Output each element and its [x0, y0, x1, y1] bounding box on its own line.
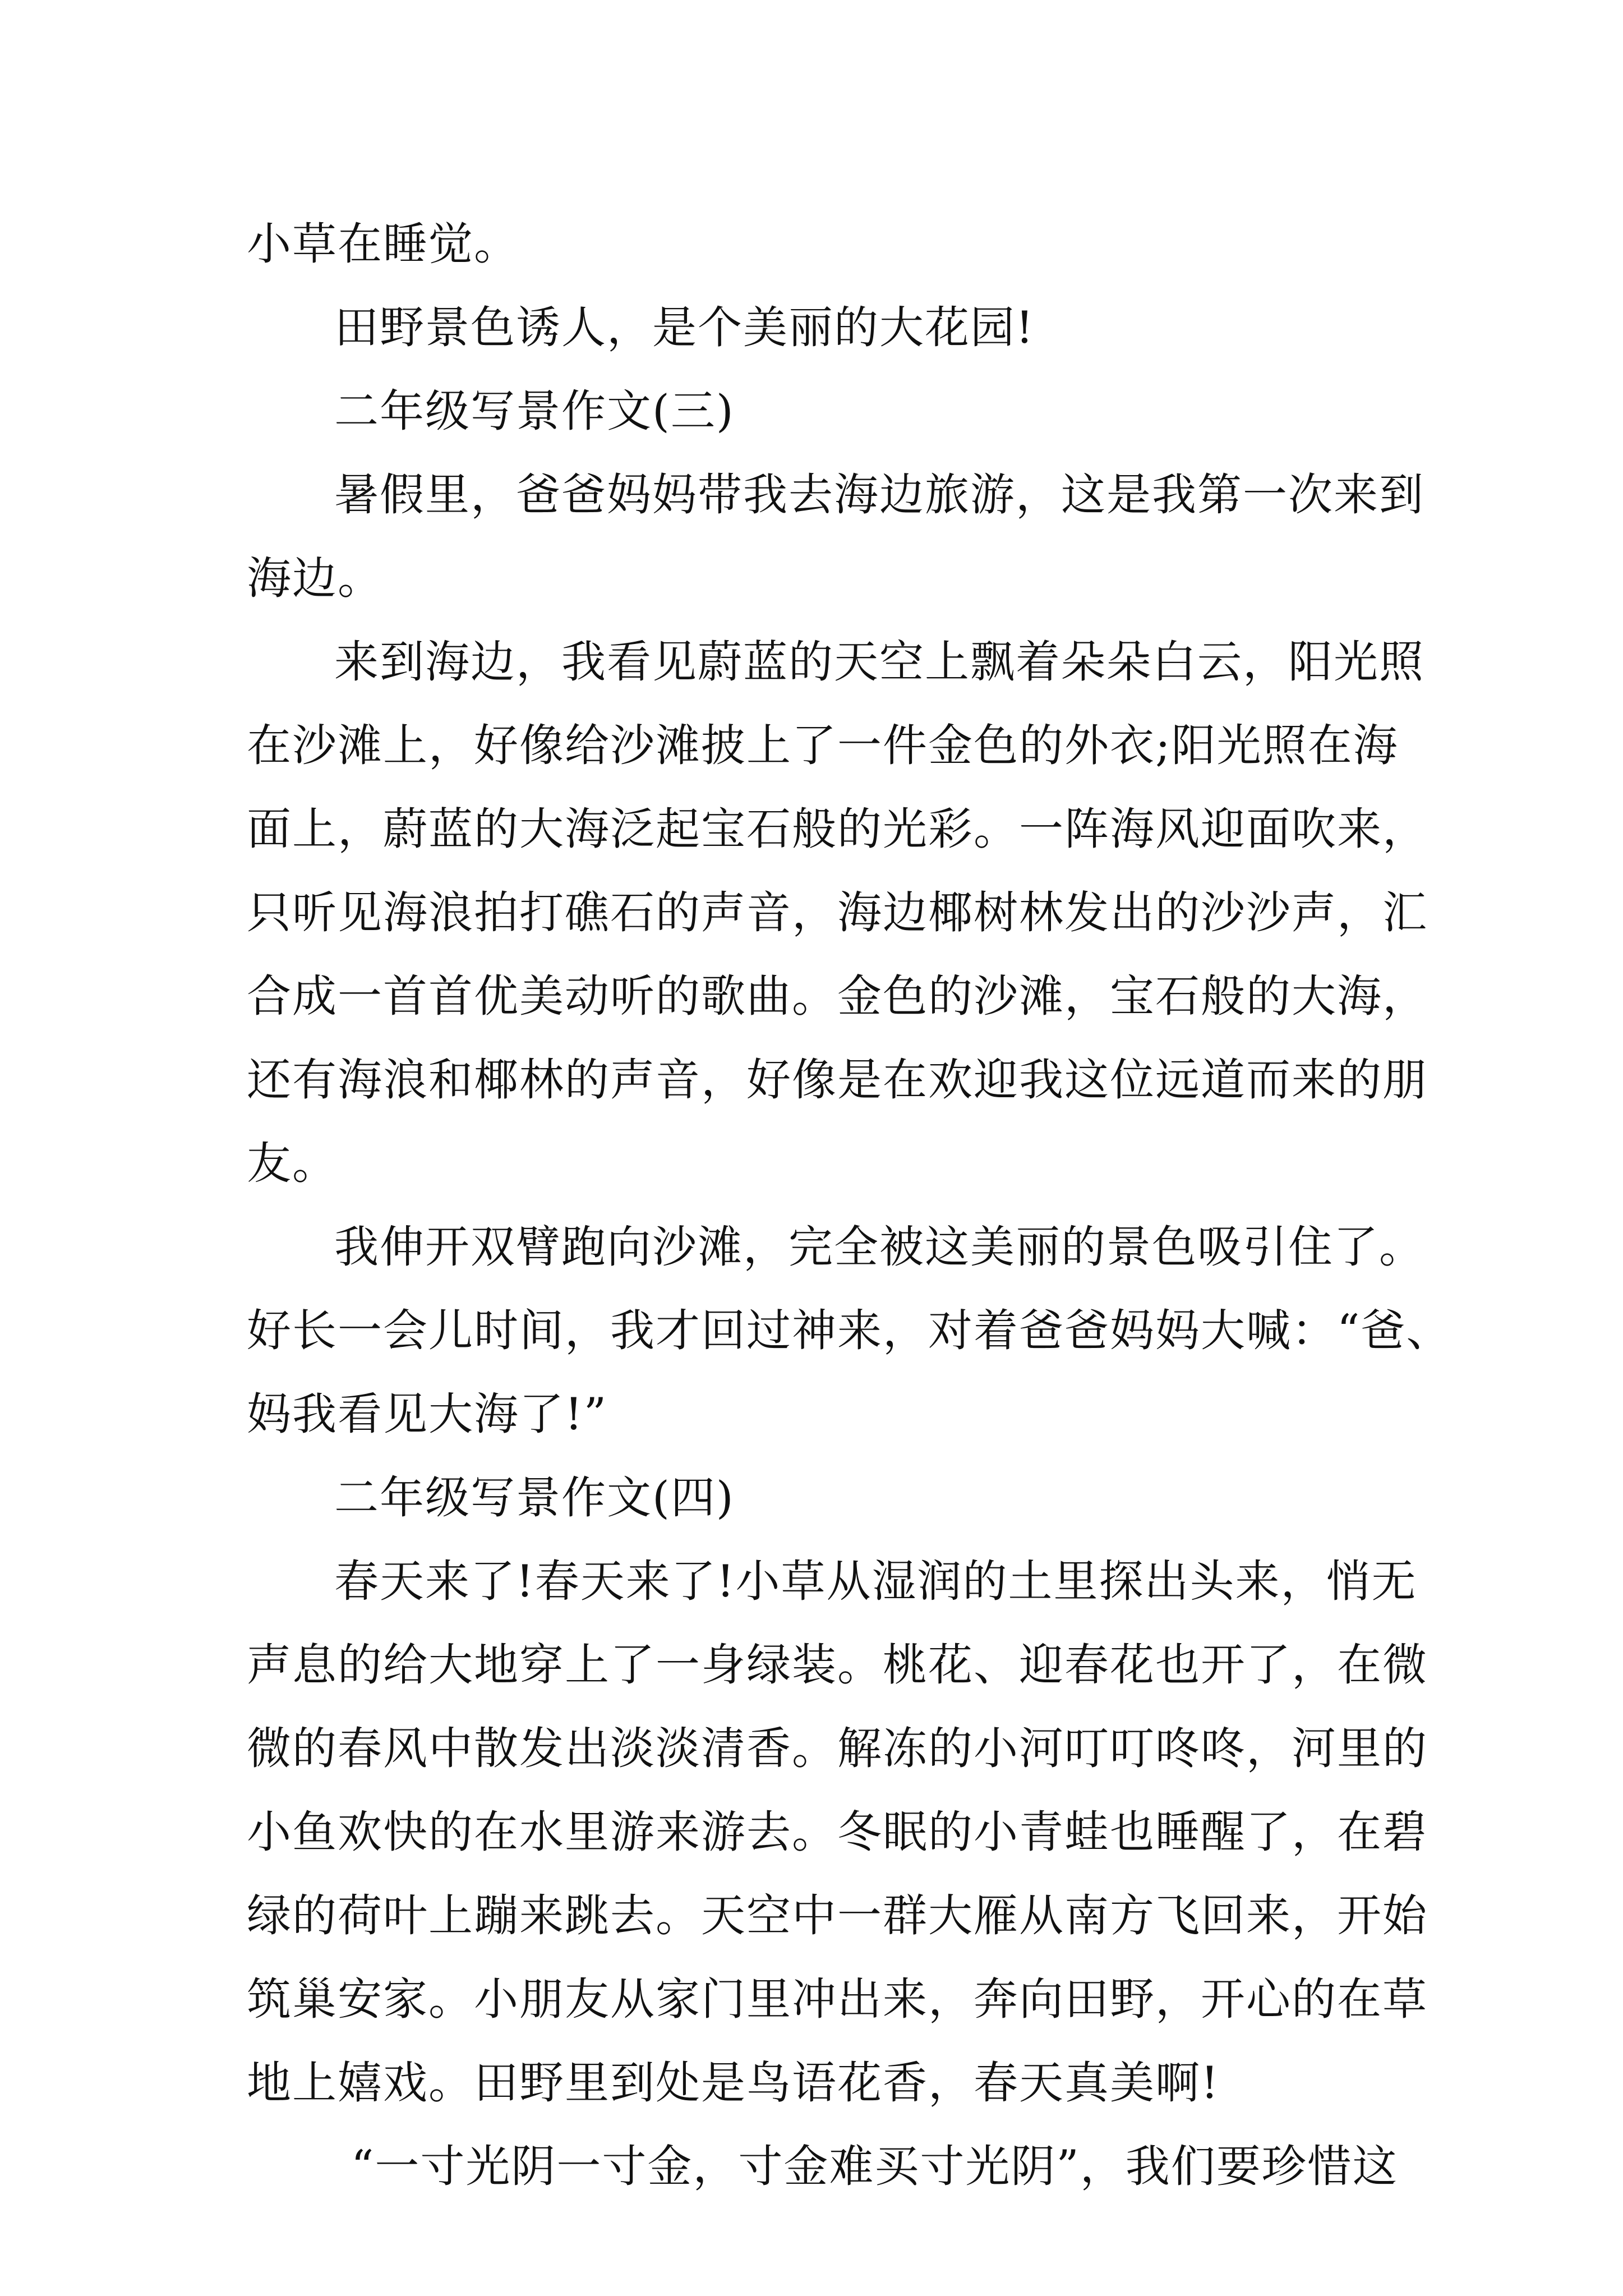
text-line: 好长一会儿时间，我才回过神来，对着爸爸妈妈大喊：“爸、 — [247, 1305, 1452, 1356]
text-line: 地上嬉戏。田野里到处是鸟语花香，春天真美啊! — [247, 2057, 1220, 2109]
text-line: 筑巢安家。小朋友从家门里冲出来，奔向田野，开心的在草 — [247, 1973, 1428, 2025]
text-line: 小草在睡觉。 — [247, 218, 519, 270]
text-line: 暑假里，爸爸妈妈带我去海边旅游，这是我第一次来到 — [334, 469, 1424, 521]
text-line: 来到海边，我看见蔚蓝的天空上飘着朵朵白云，阳光照 — [334, 636, 1424, 688]
text-line: 面上，蔚蓝的大海泛起宝石般的光彩。一阵海风迎面吹来， — [247, 803, 1428, 855]
section-heading: 二年级写景作文(三) — [334, 385, 735, 437]
text-line: 海边。 — [247, 553, 383, 604]
text-line: 合成一首首优美动听的歌曲。金色的沙滩，宝石般的大海， — [247, 970, 1428, 1022]
text-line: 友。 — [247, 1138, 338, 1189]
text-line: 声息的给大地穿上了一身绿装。桃花、迎春花也开了，在微 — [247, 1639, 1428, 1691]
text-line: 还有海浪和椰林的声音，好像是在欢迎我这位远道而来的朋 — [247, 1054, 1428, 1106]
section-heading: 二年级写景作文(四) — [334, 1472, 735, 1524]
text-line: 我伸开双臂跑向沙滩，完全被这美丽的景色吸引住了。 — [334, 1221, 1424, 1273]
text-line: 春天来了!春天来了!小草从湿润的土里探出头来，悄无 — [334, 1556, 1417, 1607]
text-line: 小鱼欢快的在水里游来游去。冬眠的小青蛙也睡醒了，在碧 — [247, 1806, 1428, 1858]
text-line: 田野景色诱人，是个美丽的大花园! — [334, 302, 1035, 353]
text-line: 妈我看见大海了!” — [247, 1388, 608, 1440]
text-line: “一寸光阴一寸金，寸金难买寸光阴”，我们要珍惜这 — [351, 2141, 1398, 2192]
text-line: 只听见海浪拍打礁石的声音，海边椰树林发出的沙沙声，汇 — [247, 887, 1428, 938]
text-line: 在沙滩上，好像给沙滩披上了一件金色的外衣;阳光照在海 — [247, 720, 1399, 771]
text-line: 微的春风中散发出淡淡清香。解冻的小河叮叮咚咚，河里的 — [247, 1723, 1428, 1774]
text-line: 绿的荷叶上蹦来跳去。天空中一群大雁从南方飞回来，开始 — [247, 1890, 1428, 1941]
